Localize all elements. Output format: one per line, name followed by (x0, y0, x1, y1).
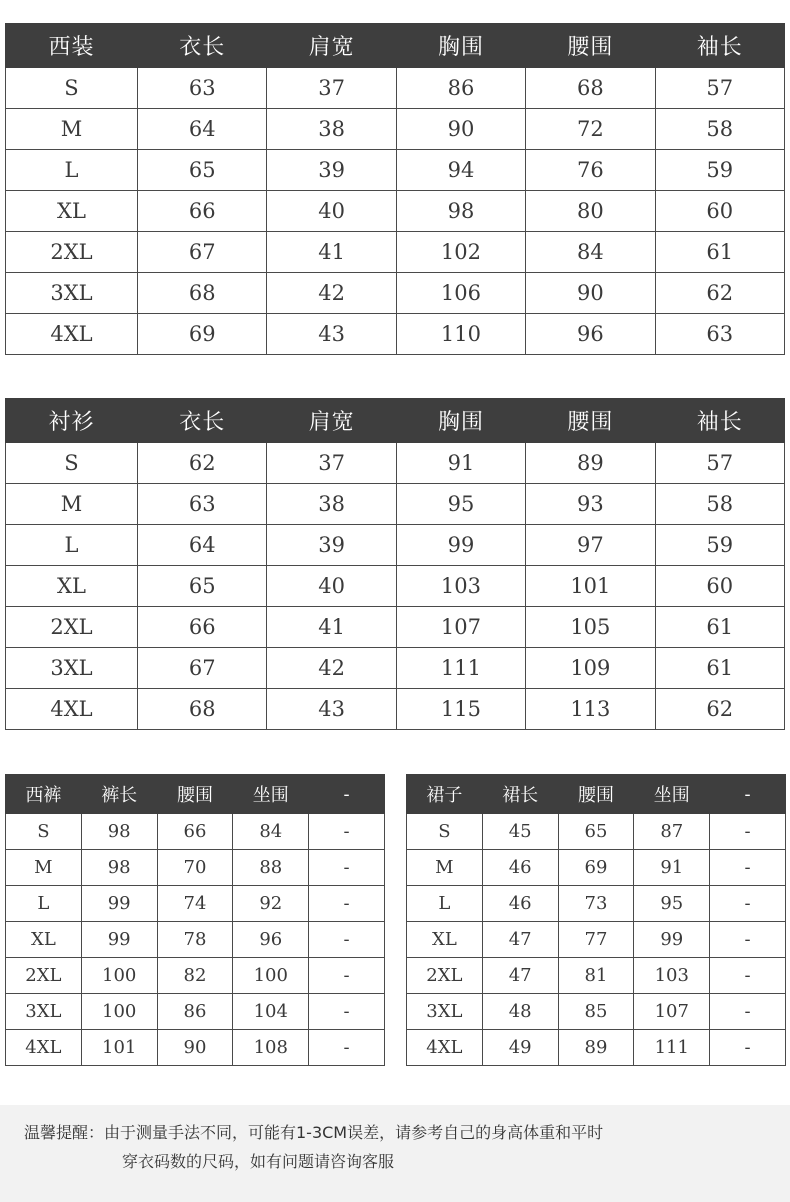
measurement-cell: 100 (233, 958, 309, 994)
suit-header-row (6, 24, 785, 68)
size-label-cell: M (6, 484, 138, 525)
measurement-cell: 115 (396, 689, 525, 730)
measurement-cell: 86 (157, 994, 233, 1030)
table-row (6, 191, 785, 232)
measurement-cell: 38 (267, 109, 396, 150)
measurement-cell: 99 (396, 525, 525, 566)
size-label-cell: S (6, 814, 82, 850)
table-row (407, 850, 786, 886)
measurement-cell: 100 (81, 958, 157, 994)
measurement-cell: - (710, 1030, 786, 1066)
suit-header-cell: 袖长 (655, 24, 784, 68)
measurement-cell: 81 (558, 958, 634, 994)
size-label-cell: 2XL (6, 607, 138, 648)
measurement-cell: 106 (396, 273, 525, 314)
table-row (6, 484, 785, 525)
measurement-cell: 101 (526, 566, 655, 607)
measurement-cell: 85 (558, 994, 634, 1030)
measurement-cell: 62 (655, 689, 784, 730)
measurement-cell: - (710, 922, 786, 958)
measurement-cell: 58 (655, 109, 784, 150)
measurement-cell: 103 (634, 958, 710, 994)
measurement-cell: 77 (558, 922, 634, 958)
measurement-cell: - (710, 886, 786, 922)
measurement-cell: 87 (634, 814, 710, 850)
measurement-cell: 107 (634, 994, 710, 1030)
table-row (6, 109, 785, 150)
measurement-cell: 96 (526, 314, 655, 355)
measurement-cell: 69 (558, 850, 634, 886)
measurement-cell: 94 (396, 150, 525, 191)
measurement-cell: 70 (157, 850, 233, 886)
table-row (6, 814, 385, 850)
table-row (6, 607, 785, 648)
measurement-cell: 40 (267, 191, 396, 232)
measurement-cell: 60 (655, 191, 784, 232)
measurement-cell: 59 (655, 525, 784, 566)
table-row (407, 922, 786, 958)
measurement-cell: 110 (396, 314, 525, 355)
measurement-cell: 107 (396, 607, 525, 648)
measurement-cell: 93 (526, 484, 655, 525)
measurement-cell: 78 (157, 922, 233, 958)
measurement-cell: 47 (482, 922, 558, 958)
suit-header-cell: 西装 (6, 24, 138, 68)
measurement-cell: 42 (267, 273, 396, 314)
measurement-cell: 62 (655, 273, 784, 314)
measurement-cell: - (710, 850, 786, 886)
measurement-cell: - (309, 958, 385, 994)
measurement-cell: 68 (138, 273, 267, 314)
measurement-cell: 65 (558, 814, 634, 850)
measurement-cell: 90 (157, 1030, 233, 1066)
measurement-cell: 46 (482, 886, 558, 922)
skirt-header-row (407, 775, 786, 814)
measurement-cell: 41 (267, 607, 396, 648)
suit-header-cell: 衣长 (138, 24, 267, 68)
measurement-cell: 100 (81, 994, 157, 1030)
measurement-cell: 68 (138, 689, 267, 730)
measurement-cell: 97 (526, 525, 655, 566)
measurement-cell: 98 (396, 191, 525, 232)
measurement-cell: 59 (655, 150, 784, 191)
shirt-header-cell: 衬衫 (6, 399, 138, 443)
measurement-cell: 80 (526, 191, 655, 232)
measurement-cell: 67 (138, 648, 267, 689)
table-row (6, 994, 385, 1030)
size-label-cell: 4XL (6, 1030, 82, 1066)
measurement-cell: 99 (81, 922, 157, 958)
measurement-cell: 89 (558, 1030, 634, 1066)
size-label-cell: S (407, 814, 483, 850)
measurement-cell: 111 (634, 1030, 710, 1066)
measurement-cell: 90 (526, 273, 655, 314)
measurement-cell: - (710, 958, 786, 994)
pants-header-cell: 裤长 (81, 775, 157, 814)
size-label-cell: S (6, 443, 138, 484)
shirt-header-cell: 腰围 (526, 399, 655, 443)
table-row (6, 273, 785, 314)
size-label-cell: 2XL (6, 232, 138, 273)
suit-header-cell: 肩宽 (267, 24, 396, 68)
measurement-cell: 43 (267, 689, 396, 730)
measurement-cell: 104 (233, 994, 309, 1030)
table-row (6, 443, 785, 484)
table-row (407, 1030, 786, 1066)
measurement-cell: 84 (526, 232, 655, 273)
measurement-cell: 90 (396, 109, 525, 150)
measurement-cell: 67 (138, 232, 267, 273)
measurement-cell: 43 (267, 314, 396, 355)
measurement-cell: 65 (138, 566, 267, 607)
measurement-cell: 64 (138, 525, 267, 566)
measurement-cell: 103 (396, 566, 525, 607)
table-row (6, 850, 385, 886)
measurement-cell: - (309, 886, 385, 922)
size-label-cell: XL (6, 191, 138, 232)
pants-header-cell: 坐围 (233, 775, 309, 814)
size-label-cell: 4XL (407, 1030, 483, 1066)
measurement-cell: 72 (526, 109, 655, 150)
measurement-cell: 39 (267, 525, 396, 566)
measurement-cell: 38 (267, 484, 396, 525)
table-row (6, 886, 385, 922)
size-label-cell: 4XL (6, 314, 138, 355)
measurement-cell: 101 (81, 1030, 157, 1066)
size-notice (0, 1105, 790, 1202)
measurement-cell: 95 (634, 886, 710, 922)
table-row (6, 68, 785, 109)
skirt-header-cell: 裙长 (482, 775, 558, 814)
size-label-cell: M (6, 850, 82, 886)
table-row (6, 648, 785, 689)
measurement-cell: 60 (655, 566, 784, 607)
measurement-cell: 82 (157, 958, 233, 994)
measurement-cell: 96 (233, 922, 309, 958)
size-label-cell: XL (6, 922, 82, 958)
size-label-cell: 3XL (6, 648, 138, 689)
measurement-cell: 48 (482, 994, 558, 1030)
measurement-cell: 88 (233, 850, 309, 886)
table-row (407, 958, 786, 994)
size-label-cell: 3XL (407, 994, 483, 1030)
measurement-cell: - (309, 814, 385, 850)
measurement-cell: 113 (526, 689, 655, 730)
suit-header-cell: 胸围 (396, 24, 525, 68)
table-row (6, 314, 785, 355)
measurement-cell: 66 (138, 191, 267, 232)
pants-header-cell: 西裤 (6, 775, 82, 814)
pants-header-cell: - (309, 775, 385, 814)
size-label-cell: 2XL (407, 958, 483, 994)
measurement-cell: 84 (233, 814, 309, 850)
suit-size-table (5, 23, 785, 355)
measurement-cell: 40 (267, 566, 396, 607)
size-label-cell: 2XL (6, 958, 82, 994)
pants-header-row (6, 775, 385, 814)
table-row (6, 525, 785, 566)
measurement-cell: 42 (267, 648, 396, 689)
table-row (6, 922, 385, 958)
measurement-cell: 57 (655, 68, 784, 109)
table-row (6, 958, 385, 994)
measurement-cell: 47 (482, 958, 558, 994)
measurement-cell: 57 (655, 443, 784, 484)
skirt-header-cell: 腰围 (558, 775, 634, 814)
measurement-cell: 45 (482, 814, 558, 850)
measurement-cell: 86 (396, 68, 525, 109)
measurement-cell: 68 (526, 68, 655, 109)
shirt-header-row (6, 399, 785, 443)
shirt-header-cell: 衣长 (138, 399, 267, 443)
measurement-cell: 46 (482, 850, 558, 886)
measurement-cell: 76 (526, 150, 655, 191)
measurement-cell: 65 (138, 150, 267, 191)
measurement-cell: 105 (526, 607, 655, 648)
size-label-cell: L (6, 150, 138, 191)
measurement-cell: - (710, 994, 786, 1030)
shirt-header-cell: 袖长 (655, 399, 784, 443)
size-label-cell: 3XL (6, 994, 82, 1030)
table-row (407, 994, 786, 1030)
measurement-cell: 41 (267, 232, 396, 273)
table-row (6, 232, 785, 273)
skirt-header-cell: - (710, 775, 786, 814)
shirt-header-cell: 肩宽 (267, 399, 396, 443)
measurement-cell: 37 (267, 443, 396, 484)
measurement-cell: 39 (267, 150, 396, 191)
skirt-header-cell: 坐围 (634, 775, 710, 814)
measurement-cell: 49 (482, 1030, 558, 1066)
measurement-cell: 108 (233, 1030, 309, 1066)
size-label-cell: 3XL (6, 273, 138, 314)
measurement-cell: - (309, 850, 385, 886)
pants-size-table (5, 774, 385, 1066)
measurement-cell: 64 (138, 109, 267, 150)
measurement-cell: 63 (138, 68, 267, 109)
measurement-cell: 63 (655, 314, 784, 355)
size-label-cell: S (6, 68, 138, 109)
shirt-size-table (5, 398, 785, 730)
measurement-cell: 95 (396, 484, 525, 525)
notice-line-2: 穿衣码数的尺码，如有问题请咨询客服 (122, 1152, 395, 1171)
measurement-cell: 61 (655, 607, 784, 648)
size-label-cell: XL (407, 922, 483, 958)
measurement-cell: 99 (81, 886, 157, 922)
suit-header-cell: 腰围 (526, 24, 655, 68)
size-label-cell: L (407, 886, 483, 922)
skirt-size-table (406, 774, 786, 1066)
measurement-cell: 37 (267, 68, 396, 109)
measurement-cell: 89 (526, 443, 655, 484)
notice-line-1: 温馨提醒：由于测量手法不同，可能有1-3CM误差，请参考自己的身高体重和平时 (24, 1123, 604, 1142)
measurement-cell: - (710, 814, 786, 850)
measurement-cell: 66 (138, 607, 267, 648)
table-row (407, 814, 786, 850)
measurement-cell: 99 (634, 922, 710, 958)
size-label-cell: 4XL (6, 689, 138, 730)
measurement-cell: 74 (157, 886, 233, 922)
measurement-cell: 102 (396, 232, 525, 273)
measurement-cell: 61 (655, 648, 784, 689)
size-label-cell: L (6, 886, 82, 922)
table-row (6, 689, 785, 730)
measurement-cell: 92 (233, 886, 309, 922)
size-label-cell: M (407, 850, 483, 886)
measurement-cell: - (309, 922, 385, 958)
measurement-cell: 91 (634, 850, 710, 886)
measurement-cell: 62 (138, 443, 267, 484)
size-label-cell: M (6, 109, 138, 150)
measurement-cell: 69 (138, 314, 267, 355)
measurement-cell: 111 (396, 648, 525, 689)
measurement-cell: 61 (655, 232, 784, 273)
measurement-cell: 109 (526, 648, 655, 689)
measurement-cell: 91 (396, 443, 525, 484)
table-row (6, 566, 785, 607)
table-row (6, 150, 785, 191)
table-row (6, 1030, 385, 1066)
measurement-cell: - (309, 1030, 385, 1066)
table-row (407, 886, 786, 922)
measurement-cell: 63 (138, 484, 267, 525)
measurement-cell: 73 (558, 886, 634, 922)
shirt-header-cell: 胸围 (396, 399, 525, 443)
measurement-cell: 58 (655, 484, 784, 525)
measurement-cell: 98 (81, 814, 157, 850)
size-label-cell: L (6, 525, 138, 566)
pants-header-cell: 腰围 (157, 775, 233, 814)
measurement-cell: 66 (157, 814, 233, 850)
size-label-cell: XL (6, 566, 138, 607)
measurement-cell: 98 (81, 850, 157, 886)
measurement-cell: - (309, 994, 385, 1030)
skirt-header-cell: 裙子 (407, 775, 483, 814)
